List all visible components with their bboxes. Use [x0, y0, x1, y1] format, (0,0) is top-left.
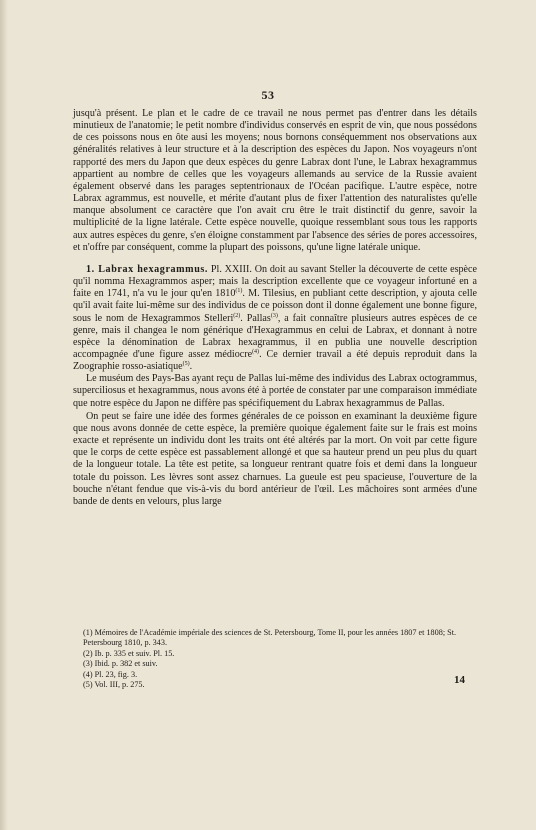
- footnote-2: (2) Ib. p. 335 et suiv. Pl. 15.: [83, 648, 175, 658]
- body-text: [73, 108, 477, 508]
- footnotes: [73, 628, 477, 690]
- paragraph-text: , a fait connaître plusieurs autres espèces de ce genre, mais il changea le nom générique d'Hexagrammus en celui de Labrax, et donnant à notre espèce la dénomination de Labrax hexagrammus, il en publia une nouvelle description accompagnée d'une figure assez médiocre: [73, 312, 477, 360]
- footnote-1: (1) Mémoires de l'Académie impériale des sciences de St. Petersbourg, Tome II, pour les années 1807 et 1808; St. Petersbourg 1810, p. 343.: [83, 628, 457, 648]
- footnote-ref-4[interactable]: (4): [252, 348, 260, 355]
- paragraph-text: . M. Tilesius, en publiant cette description, y ajouta celle qu'il avait faite lui-même sur des individus de ce poisson dont il donne également une bonne figure, sous le nom de Hexagrammos Stelleri: [73, 288, 477, 324]
- footnote-ref-5[interactable]: (5): [182, 361, 190, 368]
- paragraph-intro: jusqu'à présent. Le plan et le cadre de ce travail ne nous permet pas d'entrer dans les détails minutieux de l'anatomie; le petit nombre d'individus conservés en esprit de vin, que nous possédons de ces poissons nous en ôte ausi les moyens; nous bornons conséquemment nos observations aux généralités relatives à leur structure et à la description des espèces du Japon. Nos voyageurs n'ont rapporté des mers du Japon que deux espèces du genre Labrax dont l'une, le Labrax hexagrammus appartient au nombre de celles que les voyageurs allemands au service de la Russie avaient également observé dans les parages septentrionaux de l'Océan pacifique. L'autre espèce, notre Labrax agrammus, est nouvelle, et mérite d'autant plus de fixer l'attention des naturalistes qu'elle manque absolument ce caractère que l'on avait cru être le trait distinctif du genre, savoir la multiplicité de la ligne latérale. Cette espèce nouvelle, quoique ressemblant sous tous les rapports aux autres espèces du genre, s'en éloigne constamment par l'absence des séries de pores accessoires, et n'offre par conséquent, comme la plupart des poissons, qu'une ligne latérale unique.: [73, 108, 477, 253]
- paragraph-text: . Ce dernier travail a été depuis reproduit dans la Zoographie rosso-asiatique: [73, 348, 477, 373]
- species-heading: 1. Labrax hexagrammus.: [86, 263, 209, 275]
- footnote-ref-1[interactable]: (1): [235, 288, 243, 295]
- footnote-3: (3) Ibid. p. 382 et suiv.: [83, 659, 158, 669]
- paragraph-forms: On peut se faire une idée des formes générales de ce poisson en examinant la deuxième figure que nous avons donnée de cette espèce, la première quoique également faite sur le frais est moins exacte et représente un individu dont les traits ont été altérés par la mort. On voit par cette figure que le corps de cette espèce est passablement allongé et que sa hauteur prend un peu plus du quart de la longueur totale. La tête est petite, sa longueur rentrant quatre fois et demi dans la longueur totale du poisson. Les lèvres sont assez charnues. La gueule est peu spacieuse, l'ouverture de la bouche n'étant fendue que vis-à-vis du bord antérieur de l'œil. Les mâchoires sont armées d'une bande de dents en velours, plus large: [73, 410, 477, 507]
- footnote-ref-2[interactable]: (2): [233, 312, 241, 319]
- footnote-5: (5) Vol. III, p. 275.: [83, 680, 145, 690]
- signature-mark: 14: [454, 674, 465, 686]
- footnote-4: (4) Pl. 23, fig. 3.: [83, 669, 138, 679]
- paragraph-text: .: [189, 361, 193, 373]
- page-number: 53: [261, 88, 275, 102]
- paragraph-text: Pl. XXIII. On doit au savant Steller la découverte de cette espèce qu'il nomma Hexagrammos asper; mais la description excellente que ce voyageur infortuné en a faite en 1741, n'a vu le jour qu'en 1810: [73, 263, 477, 300]
- page-spine-shadow: [0, 0, 8, 830]
- paragraph-museum: Le muséum des Pays-Bas ayant reçu de Pallas lui-même des individus des Labrax octogrammus, superciliosus et hexagrammus, nous avons été à portée de constater par une comparaison immédiate que notre espèce du Japon ne diffère pas spécifiquement du Labrax hexagrammus de Pallas.: [73, 373, 477, 409]
- paragraph-labrax-hexagrammus: [73, 264, 477, 373]
- footnote-ref-3[interactable]: (3): [270, 312, 278, 319]
- paragraph-text: . Pallas: [240, 312, 271, 324]
- paragraph-spacer: [73, 254, 477, 264]
